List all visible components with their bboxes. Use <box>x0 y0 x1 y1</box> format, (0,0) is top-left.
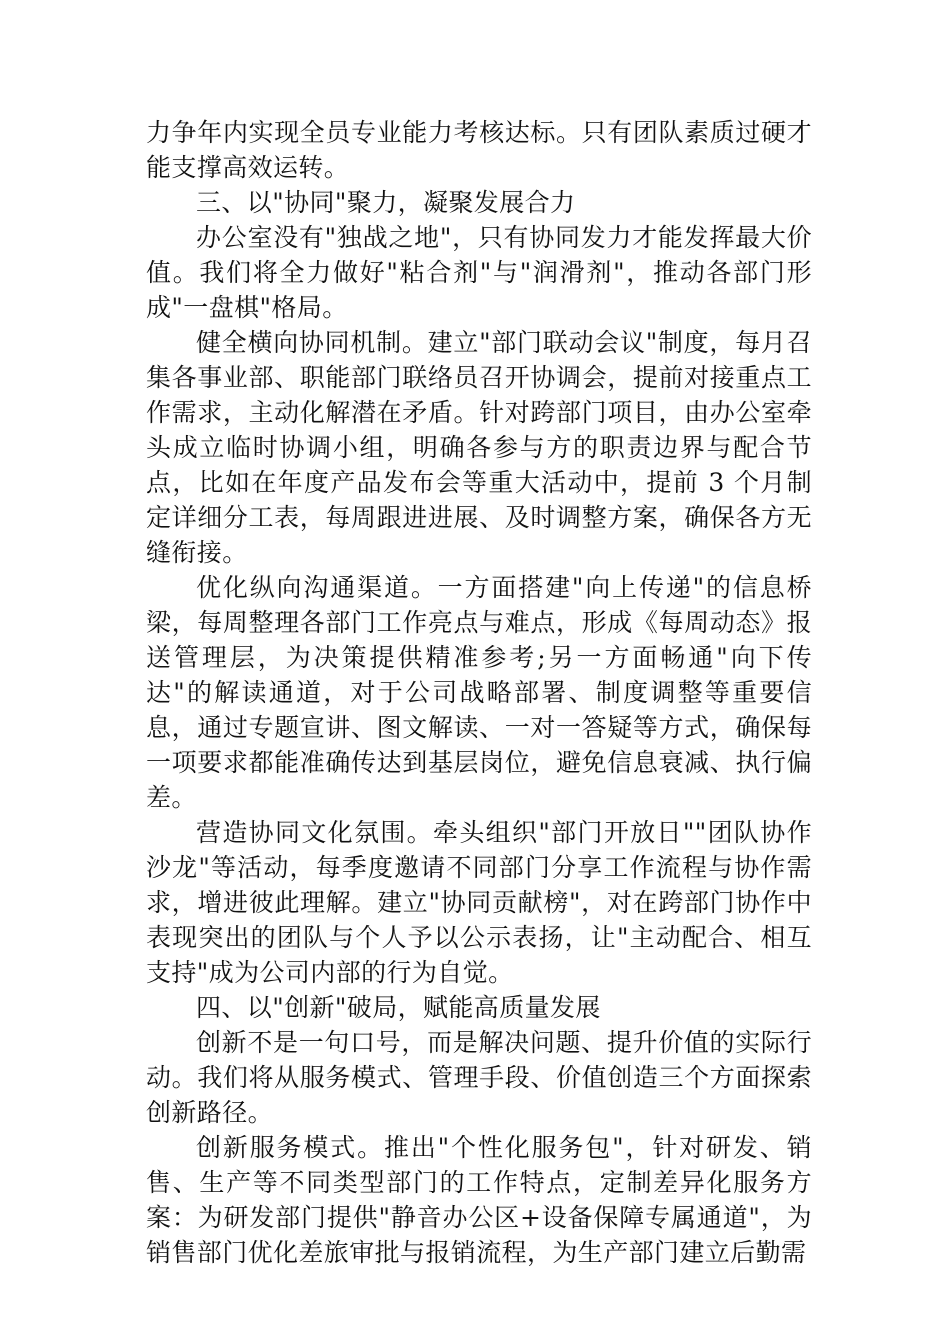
paragraph-vertical-channels: 优化纵向沟通渠道。一方面搭建"向上传递"的信息桥梁，每周整理各部门工作亮点与难点，形成《每周动态》报送管理层，为决策提供精准参考;另一方面畅通"向下传达"的解读通道，对于公司战略部署、制度调整等重要信息，通过专题宣讲、图文解读、一对一答疑等方式，确保每一项要求都能准确传达到基层岗位，避免信息衰减、执行偏差。 <box>146 573 812 812</box>
paragraph-service-innovation: 创新服务模式。推出"个性化服务包"，针对研发、销售、生产等不同类型部门的工作特点，定制差异化服务方案：为研发部门提供"静音办公区+设备保障专属通道"，为销售部门优化差旅审批与报销流程，为生产部门建立后勤需 <box>146 1133 812 1267</box>
paragraph-collaboration-culture: 营造协同文化氛围。牵头组织"部门开放日""团队协作沙龙"等活动，每季度邀请不同部门分享工作流程与协作需求，增进彼此理解。建立"协同贡献榜"，对在跨部门协作中表现突出的团队与个人予以公示表扬，让"主动配合、相互支持"成为公司内部的行为自觉。 <box>146 818 812 987</box>
section-heading-three: 三、以"协同"聚力，凝聚发展合力 <box>196 188 576 217</box>
paragraph-intro-innovation: 创新不是一句口号，而是解决问题、提升价值的实际行动。我们将从服务模式、管理手段、价值创造三个方面探索创新路径。 <box>146 1028 812 1127</box>
paragraph-horizontal-mechanism: 健全横向协同机制。建立"部门联动会议"制度，每月召集各事业部、职能部门联络员召开协调会，提前对接重点工作需求，主动化解潜在矛盾。针对跨部门项目，由办公室牵头成立临时协调小组，明确各参与方的职责边界与配合节点，比如在年度产品发布会等重大活动中，提前 3 个月制定详细分工表，每周跟进进展、及时调整方案，确保各方无缝衔接。 <box>146 328 812 567</box>
paragraph-intro-collaboration: 办公室没有"独战之地"，只有协同发力才能发挥最大价值。我们将全力做好"粘合剂"与"润滑剂"，推动各部门形成"一盘棋"格局。 <box>146 223 812 322</box>
paragraph-continuation: 力争年内实现全员专业能力考核达标。只有团队素质过硬才能支撑高效运转。 <box>146 118 812 182</box>
section-heading-four: 四、以"创新"破局，赋能高质量发展 <box>196 993 601 1022</box>
